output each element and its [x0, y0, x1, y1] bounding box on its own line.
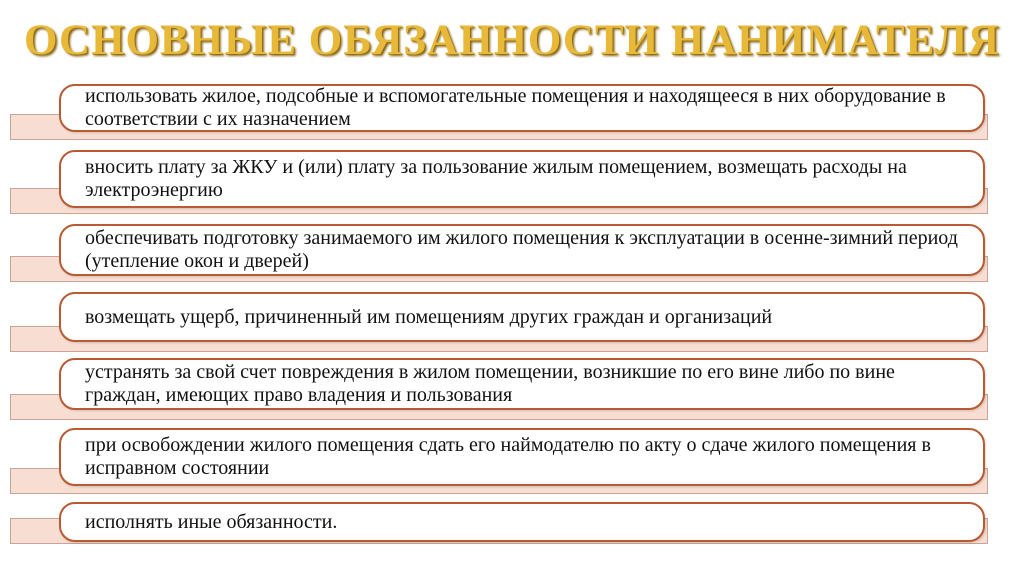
duty-box — [59, 150, 985, 208]
page-title: ОСНОВНЫЕ ОБЯЗАННОСТИ НАНИМАТЕЛЯ — [24, 17, 1000, 64]
duty-box — [59, 428, 985, 486]
duty-text: вносить плату за ЖКУ и (или) плату за пользование жилым помещением, возмещать расходы на электроэнергию — [85, 156, 907, 201]
duty-item-3 — [10, 224, 988, 286]
duty-item-4 — [10, 292, 988, 354]
duty-text: возмещать ущерб, причиненный им помещениям других граждан и организаций — [85, 305, 773, 328]
duty-box — [59, 292, 985, 342]
duty-item-5 — [10, 358, 988, 424]
duty-text: исполнять иные обязанности. — [85, 510, 338, 533]
duty-box — [59, 224, 985, 276]
duty-box — [59, 358, 985, 410]
duty-item-7 — [10, 502, 988, 560]
duty-text: при освобождении жилого помещения сдать его наймодателю по акту о сдаче жилого помещения в исправном состоянии — [85, 434, 931, 479]
duty-item-6 — [10, 428, 988, 498]
duty-text: устранять за свой счет повреждения в жилом помещении, возникшие по его вине либо по вине граждан, имеющих право владения и пользования — [85, 361, 895, 406]
duty-text: обеспечивать подготовку занимаемого им жилого помещения к эксплуатации в осенне-зимний период (утепление окон и дверей) — [85, 227, 958, 272]
duty-box — [59, 502, 985, 542]
duty-box — [59, 84, 985, 132]
duty-text: использовать жилое, подсобные и вспомогательные помещения и находящееся в них оборудование в соответствии с их назначением — [85, 85, 946, 130]
duty-item-1 — [10, 84, 988, 146]
duty-item-2 — [10, 150, 988, 220]
